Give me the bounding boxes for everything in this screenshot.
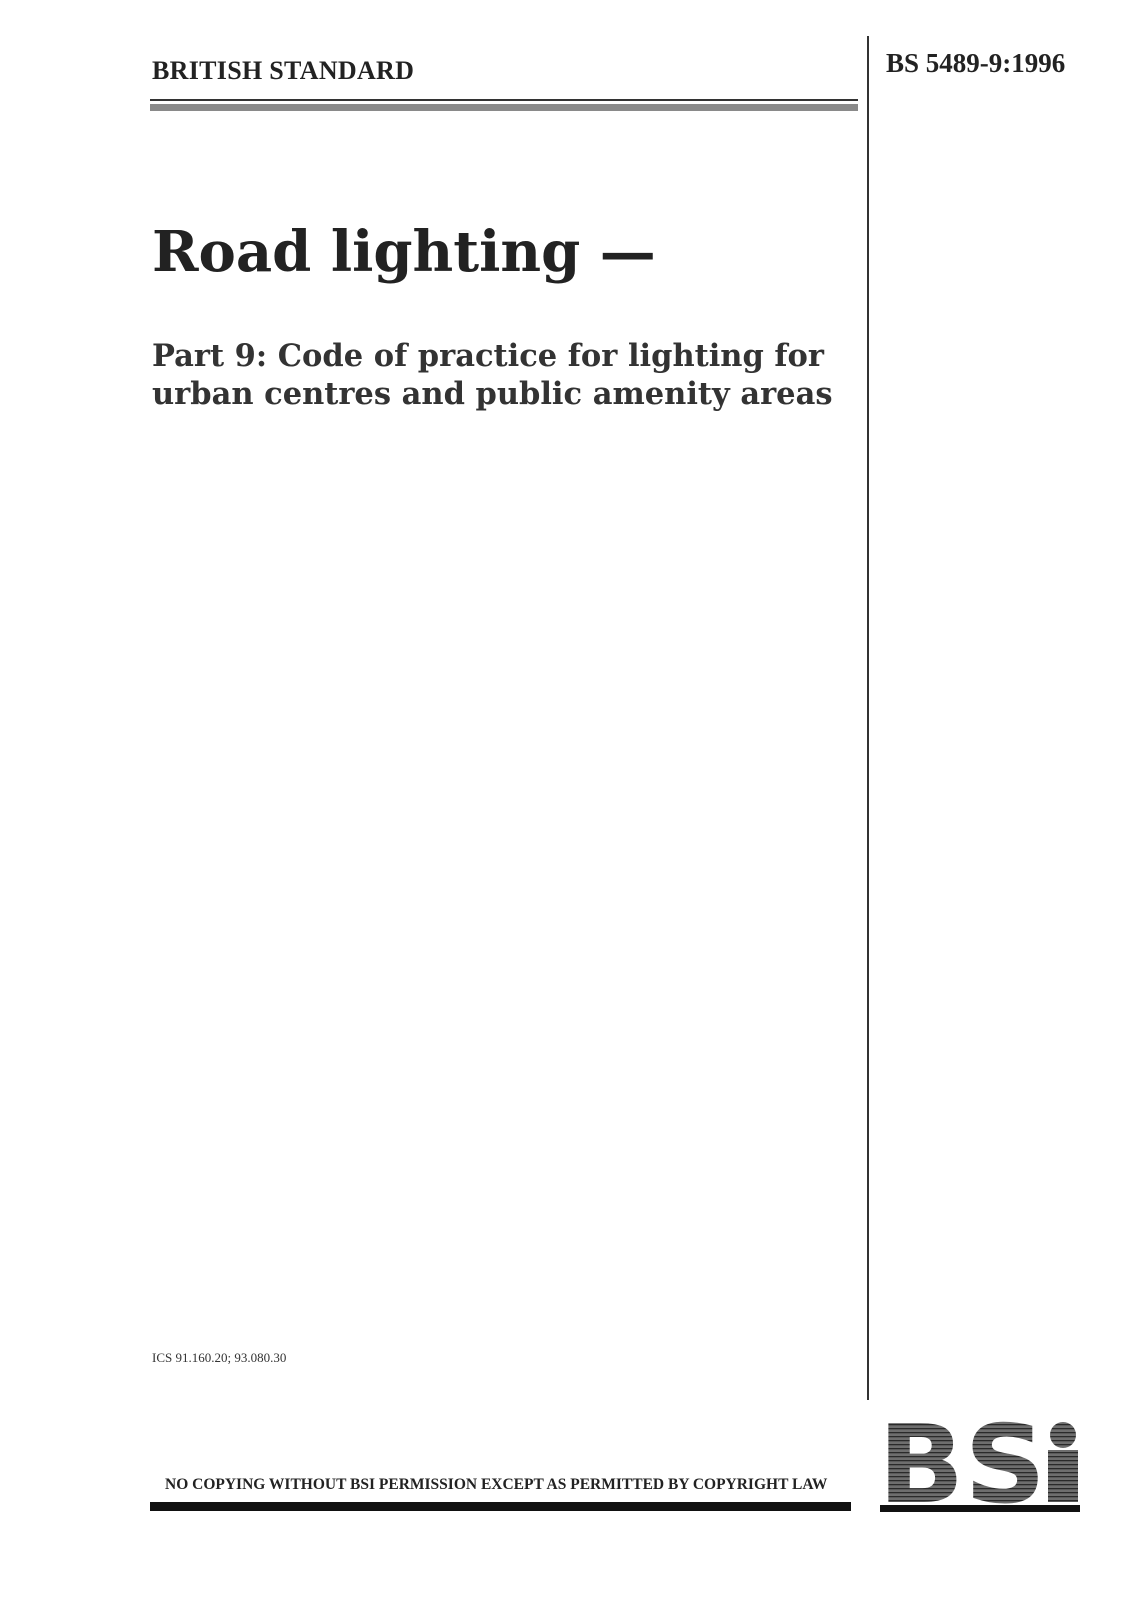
footer-rule [150, 1502, 851, 1511]
copyright-notice: NO COPYING WITHOUT BSI PERMISSION EXCEPT AS PERMITTED BY COPYRIGHT LAW [165, 1476, 828, 1493]
header-rule-thick [150, 104, 858, 111]
ics-code: ICS 91.160.20; 93.080.30 [152, 1350, 287, 1365]
document-category: BRITISH STANDARD [152, 56, 415, 85]
subtitle-line-1: Part 9: Code of practice for lighting for [152, 338, 824, 374]
bsi-logo [880, 1416, 1080, 1512]
subtitle-line-2: urban centres and public amenity areas [152, 376, 833, 412]
document-title: Road lighting — [152, 219, 656, 285]
document-subtitle [152, 337, 862, 413]
header-rule-thin [150, 99, 858, 101]
standard-number: BS 5489-9:1996 [886, 48, 1066, 78]
vertical-divider [867, 36, 869, 1400]
